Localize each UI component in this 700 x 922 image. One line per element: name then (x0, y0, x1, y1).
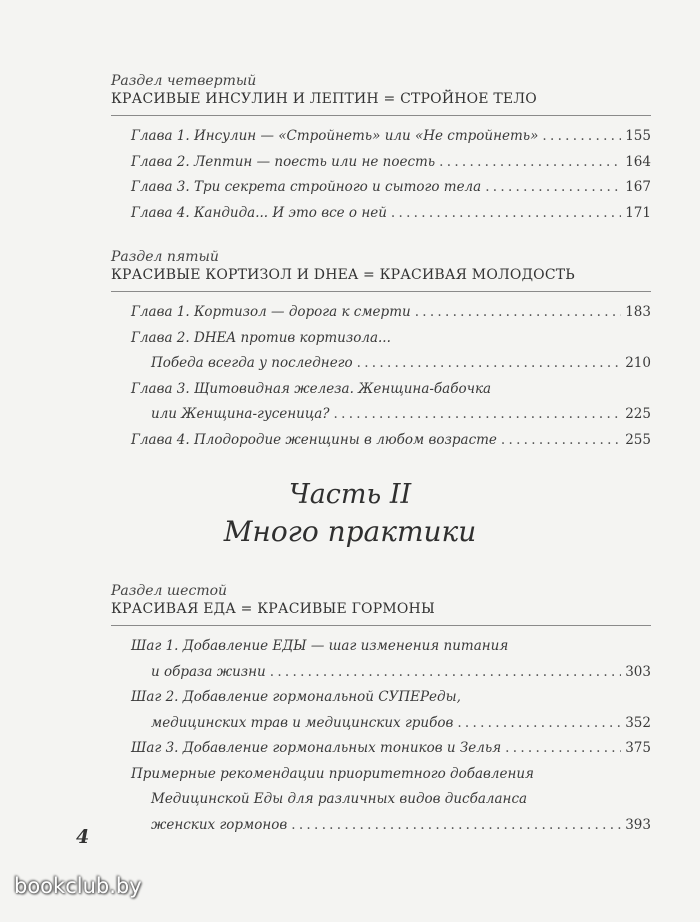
dot-leader (415, 300, 622, 326)
toc-page-number: 167 (625, 179, 651, 195)
toc-entry-line (131, 634, 651, 660)
page-number: 4 (76, 826, 90, 848)
toc-entry-text: Шаг 3. Добавление гормональных тоников и Зелья (131, 740, 502, 756)
section-title: КРАСИВЫЕ ИНСУЛИН И ЛЕПТИН = СТРОЙНОЕ ТЕЛО (111, 91, 537, 107)
toc-page-number: 352 (625, 714, 651, 731)
toc-entries (111, 300, 651, 453)
toc-entry-line (131, 201, 651, 227)
section-title: КРАСИВЫЕ КОРТИЗОЛ И DHEA = КРАСИВАЯ МОЛОДОСТЬ (111, 267, 575, 283)
toc-entry-line (131, 813, 651, 839)
section-5 (111, 248, 651, 453)
toc-entries (111, 634, 651, 838)
toc-page-number: 303 (625, 663, 651, 680)
toc-entry-text: Примерные рекомендации приоритетного добавления (131, 765, 534, 782)
toc-entry-text: Шаг 2. Добавление гормональной СУПЕРеды, (131, 689, 461, 705)
dot-leader (357, 351, 622, 377)
toc-entry-text: Глава 2. Лептин — поесть или не поесть (131, 153, 436, 170)
watermark: bookclub.by (14, 874, 142, 898)
dot-leader (542, 124, 621, 150)
toc-entry (131, 300, 651, 326)
section-6 (111, 582, 651, 838)
toc-page-number: 210 (625, 355, 651, 371)
toc-entry-text: Медицинской Еды для различных видов дисбаланса (151, 791, 528, 807)
toc-page-number: 255 (625, 431, 651, 448)
toc-entry (131, 762, 651, 839)
toc-entry-text: Глава 1. Кортизол — дорога к смерти (131, 304, 411, 320)
part-number: Часть II (288, 479, 412, 510)
dot-leader (501, 428, 621, 454)
dot-leader (391, 201, 621, 227)
toc-entry (131, 150, 651, 176)
section-4 (111, 72, 651, 226)
toc-entry-line (131, 428, 651, 454)
section-label: Раздел четвертый (111, 73, 257, 89)
toc-entry-text: Шаг 1. Добавление ЕДЫ — шаг изменения питания (131, 638, 509, 654)
dot-leader (439, 150, 621, 176)
toc-entry (131, 201, 651, 227)
section-title: КРАСИВАЯ ЕДА = КРАСИВЫЕ ГОРМОНЫ (111, 601, 435, 617)
toc-page-number: 393 (625, 816, 651, 833)
toc-entries (111, 124, 651, 226)
toc-page-number: 155 (625, 128, 651, 144)
toc-entry-line (131, 377, 651, 403)
toc-entry-text: или Женщина-гусеница? (151, 406, 330, 422)
toc-entry-text: и образа жизни (151, 663, 266, 680)
toc-entry (131, 124, 651, 150)
toc-page-number: 171 (625, 204, 651, 221)
dot-leader (334, 402, 622, 428)
toc-entry-line (131, 685, 651, 711)
toc-entry-text: Глава 2. DHEA против кортизола... (131, 329, 391, 346)
dot-leader (485, 175, 621, 201)
toc-entry-text: медицинских трав и медицинских грибов (151, 714, 454, 731)
toc-entry-text: женских гормонов (151, 816, 288, 833)
toc-entry (131, 736, 651, 762)
section-rule (111, 115, 651, 116)
section-label: Раздел шестой (111, 583, 228, 599)
section-rule (111, 291, 651, 292)
toc-entry-line (131, 124, 651, 150)
toc-entry-text: Глава 3. Три секрета стройного и сытого тела (131, 179, 482, 195)
dot-leader (291, 813, 621, 839)
toc-entry-line (131, 300, 651, 326)
dot-leader (457, 711, 621, 737)
toc-entry (131, 175, 651, 201)
section-label: Раздел пятый (111, 249, 219, 265)
toc-entry-line (131, 402, 651, 428)
toc-entry-line (131, 711, 651, 737)
toc-entry-line (131, 351, 651, 377)
toc-entry-text: Глава 1. Инсулин — «Стройнеть» или «Не стройнеть» (131, 128, 539, 144)
toc-page-number: 183 (625, 304, 651, 320)
toc-page-number: 375 (625, 740, 651, 756)
toc-entry (131, 634, 651, 685)
dot-leader (270, 660, 621, 686)
toc-entry (131, 377, 651, 428)
toc-entry-line (131, 762, 651, 788)
section-rule (111, 625, 651, 626)
toc-entry-line (131, 787, 651, 813)
toc-entry-line (131, 326, 651, 352)
dot-leader (505, 736, 621, 762)
toc-entry (131, 428, 651, 454)
toc-entry-text: Победа всегда у последнего (151, 355, 353, 371)
part-title: Много практики (223, 515, 477, 548)
toc-entry-text: Глава 4. Кандида... И это все о ней (131, 204, 387, 221)
toc-entry-line (131, 660, 651, 686)
toc-page-number: 225 (625, 406, 651, 422)
toc-entry-text: Глава 3. Щитовидная железа. Женщина-бабочка (131, 380, 492, 397)
toc-entry-line (131, 150, 651, 176)
toc-entry (131, 685, 651, 736)
toc-entry-line (131, 736, 651, 762)
toc-entry-text: Глава 4. Плодородие женщины в любом возрасте (131, 431, 497, 448)
toc-entry (131, 326, 651, 377)
toc-page-number: 164 (625, 153, 651, 170)
toc-entry-line (131, 175, 651, 201)
